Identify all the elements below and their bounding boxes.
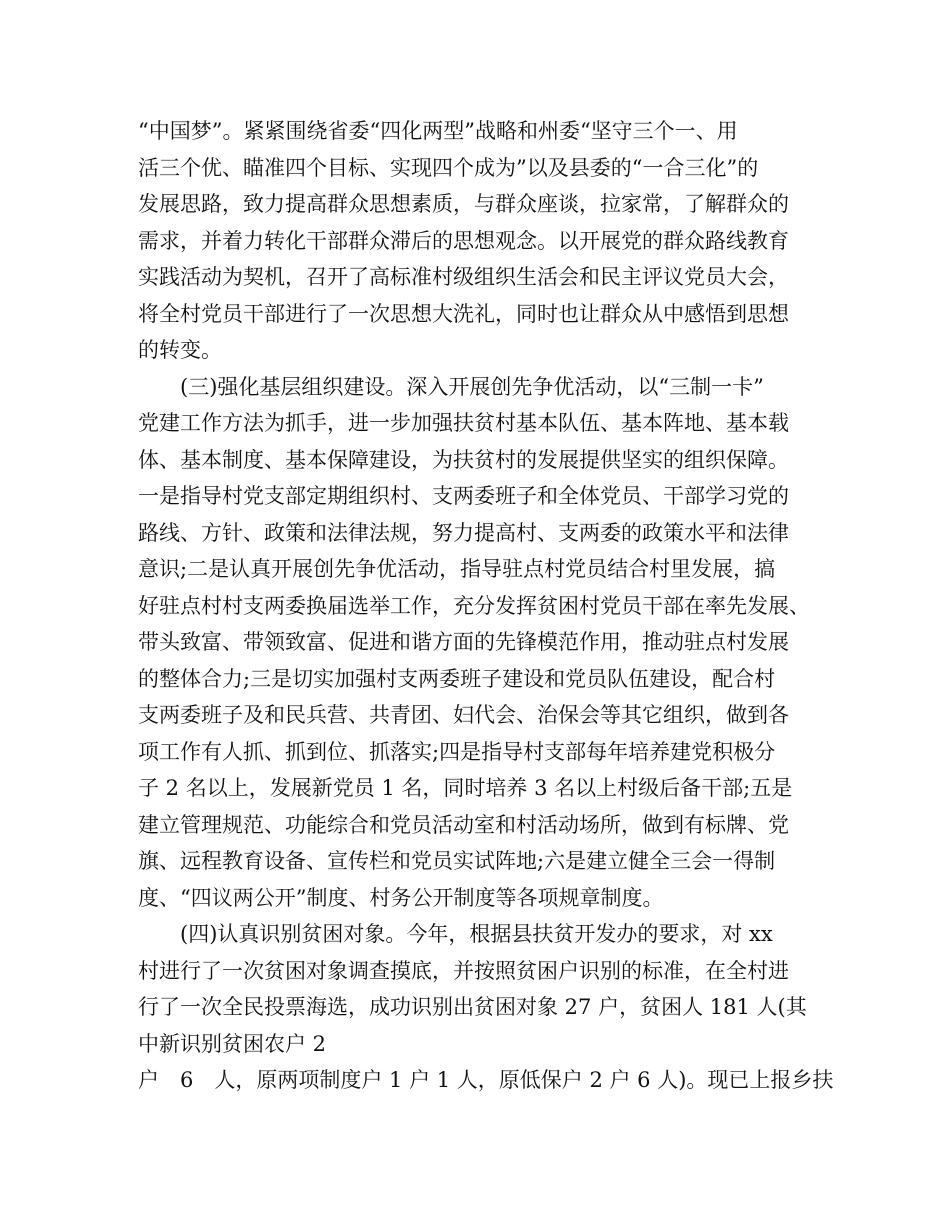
text-line: 行了一次全民投票海选，成功识别出贫困对象 27 户，贫困人 181 人(其: [138, 995, 807, 1019]
text-line: 需求，并着力转化干部群众滞后的思想观念。以开展党的群众路线教育: [138, 228, 789, 253]
document-body: [138, 113, 838, 1099]
text-line: 的转变。: [138, 338, 222, 362]
text-line: 体、基本制度、基本保障建设，为扶贫村的发展提供坚实的组织保障。: [138, 447, 789, 472]
text-line: 发展思路，致力提高群众思想素质，与群众座谈，拉家常，了解群众的: [138, 192, 789, 216]
text-line: 意识;二是认真开展创先争优活动，指导驻点村党员结合村里发展，搞: [138, 557, 776, 581]
text-line: 一是指导村党支部定期组织村、支两委班子和全体党员、干部学习党的: [138, 484, 789, 508]
section-heading-line: (三)强化基层组织建设。深入开展创先争优活动，以“三制一卡”: [180, 374, 764, 399]
text-line: 度、“四议两公开”制度、村务公开制度等各项规章制度。: [138, 885, 664, 910]
text-line: 项工作有人抓、抓到位、抓落实;四是指导村支部每年培养建党积极分: [138, 739, 776, 764]
text-line: 活三个优、瞄准四个目标、实现四个成为”以及县委的“一合三化”的: [138, 155, 759, 180]
text-line: 实践活动为契机，召开了高标准村级组织生活会和民主评议党员大会，: [138, 265, 789, 289]
text-line: 旗、远程教育设备、宣传栏和党员实试阵地;六是建立健全三会一得制: [138, 849, 776, 873]
text-line: 子 2 名以上，发展新党员 1 名，同时培养 3 名以上村级后备干部;五是: [138, 776, 793, 800]
text-line: 将全村党员干部进行了一次思想大洗礼，同时也让群众从中感悟到思想: [138, 301, 789, 326]
text-line: 好驻点村村支两委换届选举工作，充分发挥贫困村党员干部在率先发展、: [138, 593, 810, 618]
text-line: 带头致富、带领致富、促进和谐方面的先锋模范作用，推动驻点村发展: [138, 630, 789, 654]
text-line: 建立管理规范、功能综合和党员活动室和村活动场所，做到有标牌、党: [138, 812, 789, 837]
text-line: 的整体合力;三是切实加强村支两委班子建设和党员队伍建设，配合村: [138, 666, 776, 691]
text-line: 路线、方针、政策和法律法规，努力提高村、支两委的政策水平和法律: [138, 520, 789, 545]
text-line: 支两委班子及和民兵营、共青团、妇代会、治保会等其它组织，做到各: [138, 703, 789, 727]
text-line: 村进行了一次贫困对象调查摸底，并按照贫困户识别的标准，在全村进: [138, 958, 789, 983]
section-heading-line: (四)认真识别贫困对象。今年，根据县扶贫开发办的要求，对 xx: [180, 922, 773, 946]
text-line: “中国梦”。紧紧围绕省委“四化两型”战略和州委“坚守三个一、用: [138, 119, 738, 143]
text-line: 中新识别贫困农户 2: [138, 1031, 327, 1056]
text-line: 党建工作方法为抓手，进一步加强扶贫村基本队伍、基本阵地、基本载: [138, 411, 789, 435]
text-line: 户 6 人，原两项制度户 1 户 1 人，原低保户 2 户 6 人)。现已上报乡扶: [138, 1068, 834, 1092]
